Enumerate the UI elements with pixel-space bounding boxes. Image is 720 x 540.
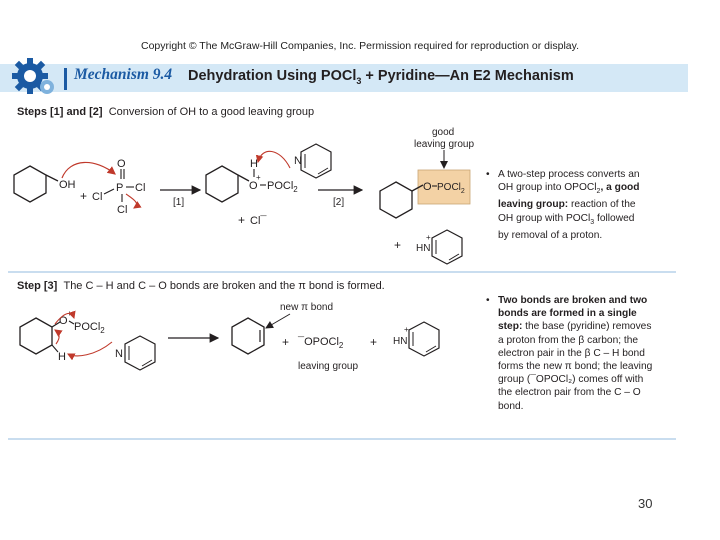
opocl2-anion-label: ¯OPOCl$_2$ <box>298 336 344 350</box>
steps-1-2-heading <box>17 106 314 118</box>
arrow-2-label: [2] <box>333 197 345 208</box>
bullet-dot-1: • <box>486 169 490 180</box>
plus-charge-o-step3: + <box>67 309 72 318</box>
n-label-pyridine-1: N <box>294 155 302 167</box>
cl-label-3: Cl <box>117 204 128 216</box>
bullet-2-line-6: forms the new π bond; the leaving <box>498 361 653 373</box>
h-label-step3: H <box>58 351 66 363</box>
mechanism-title: Dehydration Using POCl$_3$ + Pyridine—An E2 Mechanism <box>188 68 574 86</box>
bullet-2-line-1: Two bonds are broken and two <box>498 295 648 306</box>
cl-label-1: Cl <box>135 182 146 194</box>
bullet-2-line-9: bond. <box>498 400 524 412</box>
page-number: 30 <box>638 496 653 511</box>
section-divider <box>8 271 676 273</box>
hn-label-pyridinium-2: HN <box>393 336 408 347</box>
bullet-2-line-4: a proton from the β carbon; the <box>498 334 639 346</box>
plus-charge-pyridinium-2: + <box>404 325 409 334</box>
cyclohexane-ring-1 <box>14 166 46 202</box>
arrow-1-label: [1] <box>173 197 185 208</box>
o-label-product: O <box>423 181 432 193</box>
bullet-1-line-5: by removal of a proton. <box>498 229 603 241</box>
n-label-pyridine-2: N <box>115 348 123 360</box>
p-label: P <box>116 182 124 194</box>
cyclohexane-ring-3 <box>380 182 412 218</box>
bullet-2-line-3: step: the base (pyridine) removes <box>498 321 652 333</box>
oh-label: OH <box>59 179 76 191</box>
o-label-pocl3: O <box>117 158 126 170</box>
mechanism-label: Mechanism 9.4 <box>74 66 173 83</box>
cyclohexane-ring-4 <box>20 318 52 354</box>
step-3-bullet <box>486 294 686 413</box>
hn-label-pyridinium-1: HN <box>416 243 431 254</box>
plus-charge-o: + <box>256 173 261 182</box>
o-label-intermediate: O <box>249 180 258 192</box>
pocl2-label-step3: POCl$_2$ <box>74 321 105 335</box>
leaving-group-label: leaving group <box>414 139 475 150</box>
gear-icon <box>10 54 56 96</box>
cyclohexane-ring-2 <box>206 166 238 202</box>
pocl2-label-product: POCl$_2$ <box>437 182 465 195</box>
bullet-2-line-2: bonds are formed in a single <box>498 308 637 320</box>
step-3-heading <box>17 280 385 292</box>
bullet-1-line-4: OH group with POCl$_3$ followed <box>498 212 635 226</box>
cl-minus-label: Cl¯ <box>250 215 267 227</box>
bullet-1-line-1: A two-step process converts an <box>498 169 640 180</box>
bullet-2-line-7: group (¯OPOCl₂) comes off with <box>498 374 644 386</box>
curved-arrow-2 <box>126 194 137 208</box>
good-label: good <box>432 127 455 138</box>
steps-1-2-heading-label: Steps [1] and [2] <box>17 106 103 118</box>
bullet-2-line-8: the electron pair from the C – O <box>498 387 641 399</box>
plus-sign-1: + <box>80 189 88 203</box>
step-3-heading-label: Step [3] <box>17 280 58 292</box>
copyright-notice: Copyright © The McGraw-Hill Companies, Inc. Permission required for reproduction or display. <box>140 40 580 52</box>
plus-sign-5: + <box>370 335 378 349</box>
curved-arrow-3 <box>258 151 290 168</box>
o-label-step3: O <box>59 315 68 327</box>
plus-sign-3: + <box>394 238 402 252</box>
bullet-1-line-2: OH group into OPOCl$_2$, a good <box>498 182 640 196</box>
new-pi-bond-label: new π bond <box>280 302 334 313</box>
pocl2-label-intermediate: POCl$_2$ <box>267 180 298 194</box>
steps-1-2-bullet <box>486 168 686 242</box>
step-3-heading-text: The C – H and C – O bonds are broken and the π bond is formed. <box>63 280 385 292</box>
bullet-dot-2: • <box>486 295 490 306</box>
bullet-2-line-5: electron pair in the β C – H bond <box>498 347 645 359</box>
curved-arrow-4 <box>68 342 112 356</box>
cyclohexene-ring <box>232 318 264 354</box>
steps-1-2-heading-text: Conversion of OH to a good leaving group <box>108 106 315 118</box>
bottom-divider <box>8 438 676 440</box>
plus-sign-2: + <box>238 213 246 227</box>
new-pi-bond-pointer <box>266 314 290 328</box>
step-3-scheme <box>0 294 480 384</box>
curved-arrow-5 <box>55 330 59 344</box>
plus-sign-4: + <box>282 335 290 349</box>
curved-arrow-1 <box>62 162 115 178</box>
steps-1-2-scheme <box>0 118 480 268</box>
plus-charge-pyridinium-1: + <box>426 233 431 242</box>
leaving-group-label-step3: leaving group <box>298 361 359 372</box>
h-label-intermediate: H <box>250 158 258 170</box>
bullet-1-line-3: leaving group: reaction of the <box>498 199 636 211</box>
cl-label-2: Cl <box>92 191 103 203</box>
mechanism-divider-bar <box>64 68 67 90</box>
